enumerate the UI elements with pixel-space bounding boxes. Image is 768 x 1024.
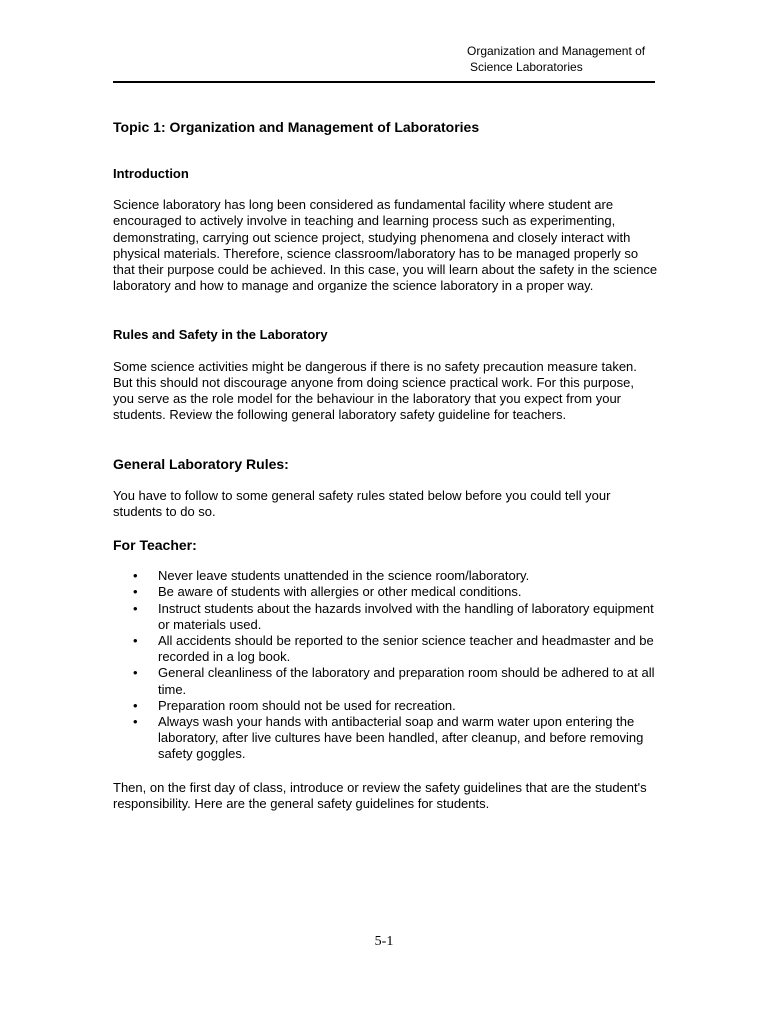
list-item: [113, 665, 658, 697]
bullet-icon: •: [133, 584, 138, 600]
list-item: [113, 633, 658, 665]
list-item-text: Instruct students about the hazards involved with the handling of laboratory equipment or materials used.: [158, 600, 654, 632]
list-item: [113, 698, 658, 714]
introduction-heading: Introduction: [113, 166, 189, 181]
document-body: [113, 118, 658, 845]
bullet-icon: •: [133, 714, 138, 730]
running-header-line-2: Science Laboratories: [470, 60, 583, 74]
running-header: [467, 43, 645, 75]
list-item: [113, 714, 658, 763]
list-item: [113, 568, 658, 584]
teacher-rules-list: [113, 568, 658, 762]
list-item: [113, 601, 658, 633]
topic-title: Topic 1: Organization and Management of Laboratories: [113, 119, 480, 135]
bullet-icon: •: [133, 633, 138, 649]
list-item-text: Preparation room should not be used for recreation.: [158, 697, 456, 713]
header-divider: [113, 81, 655, 83]
bullet-icon: •: [133, 568, 138, 584]
rules-safety-heading: Rules and Safety in the Laboratory: [113, 327, 328, 343]
rules-safety-paragraph: Some science activities might be dangerous if there is no safety precaution measure taken. But this should not discourage anyone from doing science practical work. For this purpose, you serve as the role model for the behaviour in the laboratory that you expect from your students. Review the following general laboratory safety guideline for teachers.: [113, 358, 637, 423]
running-header-line-1: Organization and Management of: [467, 44, 646, 58]
bullet-icon: •: [133, 697, 138, 713]
list-item-text: Never leave students unattended in the science room/laboratory.: [158, 568, 530, 584]
for-teacher-heading: For Teacher:: [113, 537, 197, 554]
list-item-text: Be aware of students with allergies or other medical conditions.: [158, 584, 522, 600]
introduction-paragraph: Science laboratory has long been considered as fundamental facility where student are encouraged to actively involve in teaching and learning process such as experimenting, demonstrating, carrying out science project, studying phenomena and closely interact with physical materials. Therefore, science classroom/laboratory has to be managed properly so that their purpose could be achieved. In this case, you will learn about the safety in the science laboratory and how to manage and organize the science laboratory in a proper way.: [113, 197, 658, 294]
list-item-text: Always wash your hands with antibacterial soap and warm water upon entering the laboratory, after live cultures have been handled, after cleanup, and before removing safety goggles.: [158, 714, 644, 762]
bullet-icon: •: [133, 665, 138, 681]
general-rules-heading: General Laboratory Rules:: [113, 456, 289, 473]
bullet-icon: •: [133, 600, 138, 616]
list-item-text: General cleanliness of the laboratory and preparation room should be adhered to at all time.: [158, 665, 655, 697]
list-item-text: All accidents should be reported to the senior science teacher and headmaster and be recorded in a log book.: [158, 633, 654, 665]
general-rules-paragraph: You have to follow to some general safety rules stated below before you could tell your students to do so.: [113, 487, 611, 519]
closing-paragraph: Then, on the first day of class, introduce or review the safety guidelines that are the student's responsibility. Here are the general safety guidelines for students.: [113, 779, 647, 811]
page-number: 5-1: [374, 934, 394, 949]
list-item: [113, 584, 658, 600]
